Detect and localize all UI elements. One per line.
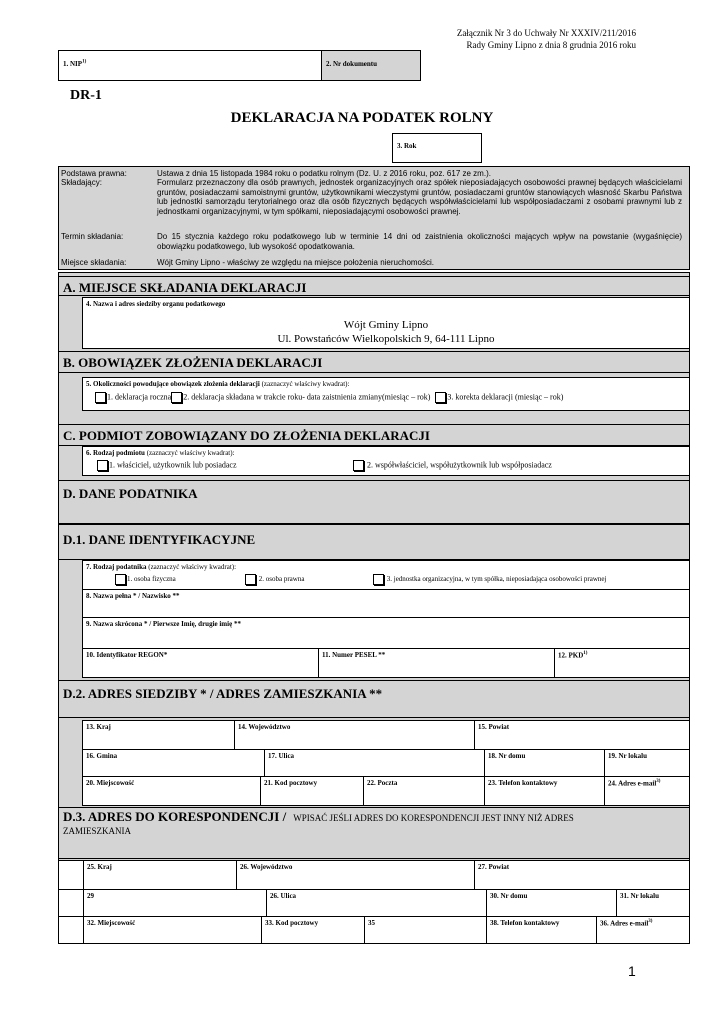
d3-city-field[interactable] — [83, 917, 262, 943]
taxpayer-type-hint: (zaznaczyć właściwy kwadrat): — [148, 563, 237, 571]
office-address: Ul. Powstańców Wielkopolskich 9, 64-111 Lipno — [277, 333, 495, 345]
form-title: DEKLARACJA NA PODATEK ROLNY — [230, 110, 494, 126]
short-name-field[interactable] — [82, 617, 690, 649]
nip-label: 1. NIP — [63, 60, 83, 68]
filer-text: Formularz przeznaczony dla osób prawnych, jednostek organizacyjnych oraz spółek nieposiadających osobowości prawnej będących właścicielami gruntów, posiadaczami samoistnymi gruntów, użytkownikami wieczystymi gruntów, posiadaczami gruntów stanowiących własność Skarbu Państwa lub jednostki samorządu terytorialnego oraz dla osób fizycznych będących współwłaścicielami lub współposiadaczami z osobami prawnymi lub z jednostkami organizacyjnymi, w tym spółkami, nieposiadającymi osobowości prawnej. — [157, 178, 682, 216]
owner-label: 1. właściciel, użytkownik lub posiadacz — [109, 460, 237, 470]
natural-person-label: 1. osoba fizyczna — [127, 575, 176, 584]
office-field-label: 4. Nazwa i adres siedziby organu podatkowego — [86, 300, 226, 308]
d3-email-label: 36. Adres e-mail — [600, 919, 649, 928]
obligation-label-row — [86, 380, 349, 388]
entity-coowner-option — [353, 460, 552, 471]
attachment-line-2: Rady Gminy Lipno z dnia 8 grudnia 2016 roku — [466, 40, 636, 50]
d2-voivodeship-label: 14. Województwo — [238, 723, 291, 731]
pesel-label: 11. Numer PESEL ** — [322, 651, 386, 659]
d3-country-field[interactable] — [83, 861, 237, 889]
legal-person-option — [245, 574, 304, 585]
d3-voivodeship-label: 26. Województwo — [240, 863, 293, 871]
d3-row-3 — [58, 916, 690, 944]
d3-row-1 — [58, 860, 690, 890]
section-d-title: D. DANE PODATNIKA — [63, 486, 198, 501]
entity-owner-option — [97, 460, 237, 471]
full-name-label: 8. Nazwa pełna * / Nazwisko ** — [86, 592, 180, 600]
d2-row-1 — [82, 720, 690, 750]
section-c-title: C. PODMIOT ZOBOWIĄZANY DO ZŁOŻENIA DEKLARACJI — [63, 428, 430, 443]
correction-checkbox[interactable] — [435, 392, 446, 403]
d2-post-office-field[interactable] — [364, 777, 485, 805]
section-d-header — [58, 480, 690, 524]
d2-email-sup: 3) — [656, 779, 661, 784]
d3-country-label: 25. Kraj — [87, 863, 112, 871]
full-name-field[interactable] — [82, 589, 690, 618]
deadline-text: Do 15 stycznia każdego roku podatkowego lub w terminie 14 dni od zaistnienia okoliczności mających wpływ na powstanie (wygaśnięcie) obowiązku podatkowego, lub wysokość opodatkowania. — [157, 232, 682, 251]
office-field — [82, 297, 690, 349]
d3-post-office-field[interactable] — [365, 917, 487, 943]
d3-house-number-label: 30. Nr domu — [490, 892, 528, 900]
pkd-field[interactable] — [555, 649, 691, 677]
d2-country-label: 13. Kraj — [86, 723, 111, 731]
d3-city-label: 32. Miejscowość — [87, 919, 136, 927]
d3-postal-code-field[interactable] — [262, 917, 365, 943]
year-field[interactable] — [392, 133, 482, 163]
d2-phone-field[interactable] — [485, 777, 605, 805]
d3-post-office-label: 35 — [368, 919, 375, 927]
entity-type-field — [82, 446, 690, 476]
d3-phone-field[interactable] — [487, 917, 597, 943]
form-code: DR-1 — [70, 88, 102, 103]
d3-apartment-label: 31. Nr lokalu — [620, 892, 659, 900]
legal-person-checkbox[interactable] — [245, 574, 256, 585]
section-d2-title: D.2. ADRES SIEDZIBY * / ADRES ZAMIESZKANIA ** — [63, 686, 383, 701]
d2-county-label: 15. Powiat — [478, 723, 510, 731]
d2-country-field[interactable] — [83, 721, 235, 749]
d2-postal-code-label: 21. Kod pocztowy — [264, 779, 318, 787]
d3-street-label: 26. Ulica — [270, 892, 297, 900]
nip-field[interactable] — [58, 50, 322, 81]
d2-apartment-field[interactable] — [605, 750, 691, 776]
section-b-header — [58, 351, 690, 373]
natural-person-checkbox[interactable] — [115, 574, 126, 585]
d3-commune-field[interactable] — [83, 890, 267, 916]
owner-checkbox[interactable] — [97, 460, 108, 471]
place-label: Miejsce składania: — [61, 258, 127, 267]
obligation-hint: (zaznaczyć właściwy kwadrat): — [261, 380, 350, 388]
d3-postal-code-label: 33. Kod pocztowy — [265, 919, 319, 927]
taxpayer-type-label: 7. Rodzaj podatnika — [86, 563, 147, 571]
d2-street-field[interactable] — [265, 750, 485, 776]
d3-house-number-field[interactable] — [487, 890, 617, 916]
section-d3-title: D.3. ADRES DO KORESPONDENCJI / — [63, 809, 287, 824]
d2-commune-field[interactable] — [83, 750, 265, 776]
entity-type-label: 6. Rodzaj podmiotu — [86, 449, 145, 457]
correction-label: 3. korekta deklaracji (miesiąc – rok) — [447, 392, 564, 402]
section-a-title: A. MIEJSCE SKŁADANIA DEKLARACJI — [63, 280, 307, 295]
attachment-note — [457, 27, 636, 51]
co-owner-checkbox[interactable] — [353, 460, 364, 471]
doc-number-label: 2. Nr dokumentu — [326, 60, 378, 68]
d2-county-field[interactable] — [475, 721, 691, 749]
obligation-label: 5. Okoliczności powodujące obowiązek złożenia deklaracji — [86, 380, 260, 388]
nip-sup: 1) — [82, 59, 87, 65]
office-name: Wójt Gminy Lipno — [343, 319, 429, 331]
d3-row-2 — [58, 889, 690, 917]
attachment-line-1: Załącznik Nr 3 do Uchwały Nr XXXIV/211/2016 — [456, 28, 636, 38]
section-d2-header — [58, 680, 690, 718]
annual-declaration-checkbox[interactable] — [95, 392, 106, 403]
d3-email-sup: 3) — [648, 919, 653, 924]
d2-row-3 — [82, 776, 690, 806]
d2-post-office-label: 22. Poczta — [367, 779, 398, 787]
pesel-field[interactable] — [319, 649, 555, 677]
d3-phone-label: 38. Telefon kontaktowy — [490, 919, 560, 927]
section-d1-header — [58, 524, 690, 560]
in-year-change-label: 2. deklaracja składana w trakcie roku- data zaistnienia zmiany(miesiąc – rok) — [183, 392, 431, 402]
org-unit-checkbox[interactable] — [373, 574, 384, 585]
obligation-field — [82, 377, 690, 411]
d3-voivodeship-field[interactable] — [237, 861, 475, 889]
basis-text: Ustawa z dnia 15 listopada 1984 roku o podatku rolnym (Dz. U. z 2016 roku, poz. 617 ze zm.). — [157, 169, 491, 178]
entity-type-hint: (zaznaczyć właściwy kwadrat): — [146, 449, 235, 457]
org-unit-option — [373, 574, 606, 585]
d2-street-label: 17. Ulica — [268, 752, 295, 760]
doc-number-field — [321, 50, 421, 81]
id-numbers-row — [82, 648, 690, 678]
section-d1-title: D.1. DANE IDENTYFIKACYJNE — [63, 532, 256, 547]
legal-person-label: 2. osoba prawna — [258, 575, 305, 584]
d3-apartment-field[interactable] — [617, 890, 691, 916]
section-a-header — [58, 276, 690, 296]
pkd-sup: 1) — [583, 651, 588, 656]
d2-email-field[interactable] — [605, 777, 691, 805]
d2-apartment-label: 19. Nr lokalu — [608, 752, 647, 760]
section-d3-subtitle-line2: ZAMIESZKANIA — [63, 826, 131, 836]
d2-voivodeship-field[interactable] — [235, 721, 475, 749]
section-b-title: B. OBOWIĄZEK ZŁOŻENIA DEKLARACJI — [63, 355, 323, 370]
info-box — [58, 166, 690, 270]
d2-commune-label: 16. Gmina — [86, 752, 118, 760]
natural-person-option — [115, 574, 176, 585]
regon-field[interactable] — [83, 649, 319, 677]
pkd-label: 12. PKD — [558, 651, 584, 660]
in-year-change-checkbox[interactable] — [171, 392, 182, 403]
place-text: Wójt Gminy Lipno - właściwy ze względu na miejsce położenia nieruchomości. — [157, 258, 435, 267]
d2-house-number-field[interactable] — [485, 750, 605, 776]
d3-email-field[interactable] — [597, 917, 691, 943]
section-d3-subtitle: WPISAĆ JEŚLI ADRES DO KORESPONDENCJI JEST INNY NIŻ ADRES — [293, 813, 574, 823]
page-number: 1 — [628, 963, 636, 979]
section-d3-header — [58, 807, 690, 859]
annual-declaration-label: 1. deklaracja roczna — [107, 392, 172, 402]
d2-house-number-label: 18. Nr domu — [488, 752, 526, 760]
d3-commune-label: 29 — [87, 892, 94, 900]
d2-city-label: 20. Miejscowość — [86, 779, 135, 787]
d3-county-field[interactable] — [475, 861, 691, 889]
filer-label: Składający: — [61, 178, 102, 187]
obligation-options — [95, 392, 563, 403]
deadline-label: Termin składania: — [61, 232, 124, 241]
year-label: 3. Rok — [397, 142, 417, 150]
regon-label: 10. Identyfikator REGON* — [86, 651, 168, 659]
d3-county-label: 27. Powiat — [478, 863, 510, 871]
taxpayer-type-label-row — [86, 563, 236, 571]
basis-label: Podstawa prawna: — [61, 169, 127, 178]
entity-type-label-row — [86, 449, 235, 457]
d2-email-label: 24. Adres e-mail — [608, 779, 657, 788]
d2-postal-code-field[interactable] — [261, 777, 364, 805]
d2-row-2 — [82, 749, 690, 777]
d3-street-field[interactable] — [267, 890, 487, 916]
d2-city-field[interactable] — [83, 777, 261, 805]
co-owner-label: 2. współwłaściciel, współużytkownik lub współposiadacz — [367, 460, 552, 470]
taxpayer-type-field — [82, 560, 690, 590]
short-name-label: 9. Nazwa skrócona * / Pierwsze Imię, drugie imię ** — [86, 620, 241, 628]
section-c-header — [58, 424, 690, 446]
d2-phone-label: 23. Telefon kontaktowy — [488, 779, 558, 787]
org-unit-label: 3. jednostka organizacyjna, w tym spółka, nieposiadająca osobowości prawnej — [386, 575, 607, 584]
